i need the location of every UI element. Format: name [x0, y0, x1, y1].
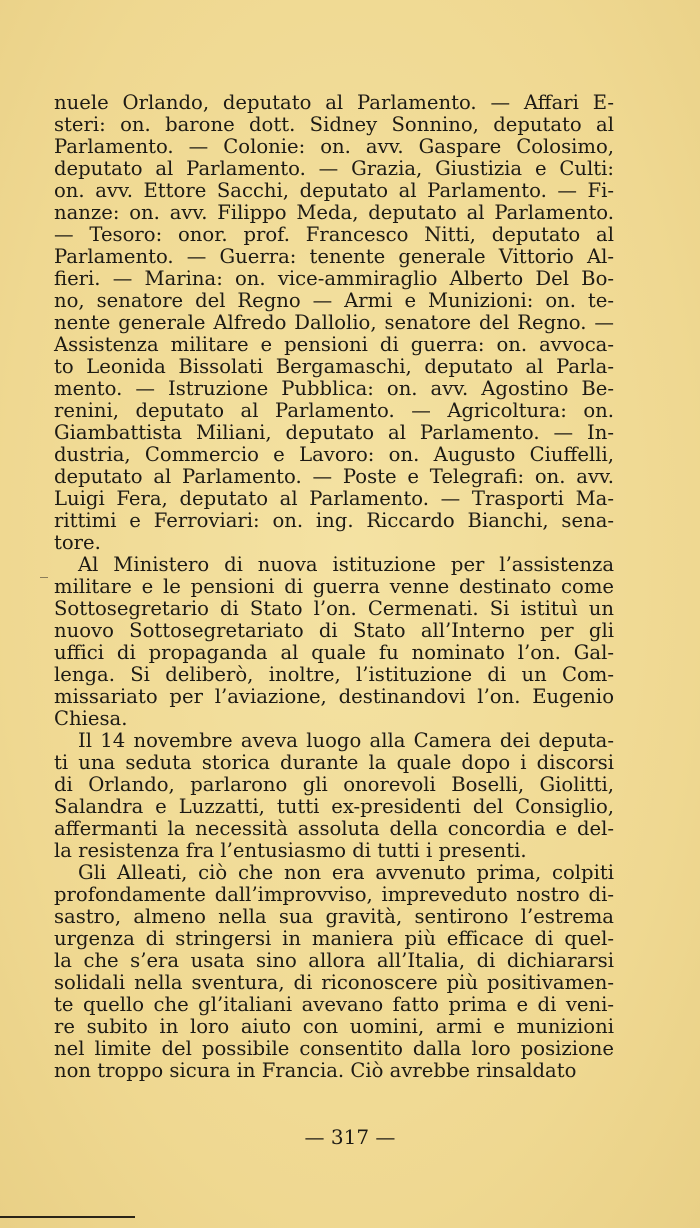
text-line: Giambattista Miliani, deputato al Parlamento. — In-	[54, 421, 614, 444]
text-line: nente generale Alfredo Dallolio, senatore del Regno. —	[54, 311, 614, 334]
text-line: Salandra e Luzzatti, tutti ex-presidenti del Consiglio,	[54, 795, 614, 818]
text-line: solidali nella sventura, di riconoscere più positivamen-	[54, 971, 614, 994]
text-line: nel limite del possibile consentito dalla loro posizione	[54, 1037, 614, 1060]
text-line: Assistenza militare e pensioni di guerra: on. avvoca-	[54, 333, 614, 356]
text-line: Gli Alleati, ciò che non era avvenuto prima, colpiti	[78, 861, 614, 884]
paragraph	[54, 862, 614, 1082]
page-number: — 317 —	[304, 1125, 396, 1149]
text-line: sastro, almeno nella sua gravità, sentirono l’estrema	[54, 905, 614, 928]
text-line: nanze: on. avv. Filippo Meda, deputato al Parlamento.	[54, 201, 614, 224]
text-line: no, senatore del Regno — Armi e Munizioni: on. te-	[54, 289, 614, 312]
paragraph	[54, 554, 614, 730]
text-line: missariato per l’aviazione, destinandovi l’on. Eugenio	[54, 685, 614, 708]
text-line: renini, deputato al Parlamento. — Agricoltura: on.	[54, 399, 614, 422]
text-line: mento. — Istruzione Pubblica: on. avv. Agostino Be-	[54, 377, 614, 400]
bottom-rule	[0, 1216, 135, 1218]
text-line: Parlamento. — Colonie: on. avv. Gaspare Colosimo,	[54, 135, 614, 158]
text-line: — Tesoro: onor. prof. Francesco Nitti, deputato al	[54, 223, 614, 246]
text-line: la resistenza fra l’entusiasmo di tutti i presenti.	[54, 839, 527, 862]
text-line: steri: on. barone dott. Sidney Sonnino, deputato al	[54, 113, 614, 136]
text-line: nuele Orlando, deputato al Parlamento. — Affari E-	[54, 91, 614, 114]
text-line: te quello che gl’italiani avevano fatto prima e di veni-	[54, 993, 614, 1016]
text-line: Chiesa.	[54, 707, 128, 730]
text-line: la che s’era usata sino allora all’Italia, di dichiararsi	[54, 949, 614, 972]
text-line: di Orlando, parlarono gli onorevoli Boselli, Giolitti,	[54, 773, 614, 796]
text-line: Il 14 novembre aveva luogo alla Camera dei deputa-	[78, 729, 614, 752]
text-line: tore.	[54, 531, 101, 554]
text-line: militare e le pensioni di guerra venne destinato come	[54, 575, 614, 598]
margin-mark	[40, 577, 48, 578]
text-line: non troppo sicura in Francia. Ciò avrebbe rinsaldato	[54, 1059, 577, 1082]
text-line: rittimi e Ferroviari: on. ing. Riccardo Bianchi, sena-	[54, 509, 614, 532]
text-line: ti una seduta storica durante la quale dopo i discorsi	[54, 751, 614, 774]
text-line: urgenza di stringersi in maniera più efficace di quel-	[54, 927, 614, 950]
text-line: affermanti la necessità assoluta della concordia e del-	[54, 817, 614, 840]
text-line: deputato al Parlamento. — Grazia, Giustizia e Culti:	[54, 157, 614, 180]
text-line: re subito in loro aiuto con uomini, armi e munizioni	[54, 1015, 614, 1038]
text-line: deputato al Parlamento. — Poste e Telegrafi: on. avv.	[54, 465, 614, 488]
text-line: profondamente dall’improvviso, impreveduto nostro di-	[54, 883, 614, 906]
text-line: Parlamento. — Guerra: tenente generale Vittorio Al-	[54, 245, 614, 268]
text-line: uffici di propaganda al quale fu nominato l’on. Gal-	[54, 641, 614, 664]
text-line: fieri. — Marina: on. vice-ammiraglio Alberto Del Bo-	[54, 267, 614, 290]
paragraph	[54, 92, 614, 554]
text-line: to Leonida Bissolati Bergamaschi, deputato al Parla-	[54, 355, 614, 378]
text-line: nuovo Sottosegretariato di Stato all’Interno per gli	[54, 619, 614, 642]
paragraph	[54, 730, 614, 862]
text-line: dustria, Commercio e Lavoro: on. Augusto Ciuffelli,	[54, 443, 614, 466]
text-line: Luigi Fera, deputato al Parlamento. — Trasporti Ma-	[54, 487, 614, 510]
text-line: on. avv. Ettore Sacchi, deputato al Parlamento. — Fi-	[54, 179, 614, 202]
text-line: lenga. Si deliberò, inoltre, l’istituzione di un Com-	[54, 663, 614, 686]
body-text	[54, 92, 614, 1082]
text-line: Al Ministero di nuova istituzione per l’assistenza	[78, 553, 614, 576]
text-line: Sottosegretario di Stato l’on. Cermenati. Si istituì un	[54, 597, 614, 620]
